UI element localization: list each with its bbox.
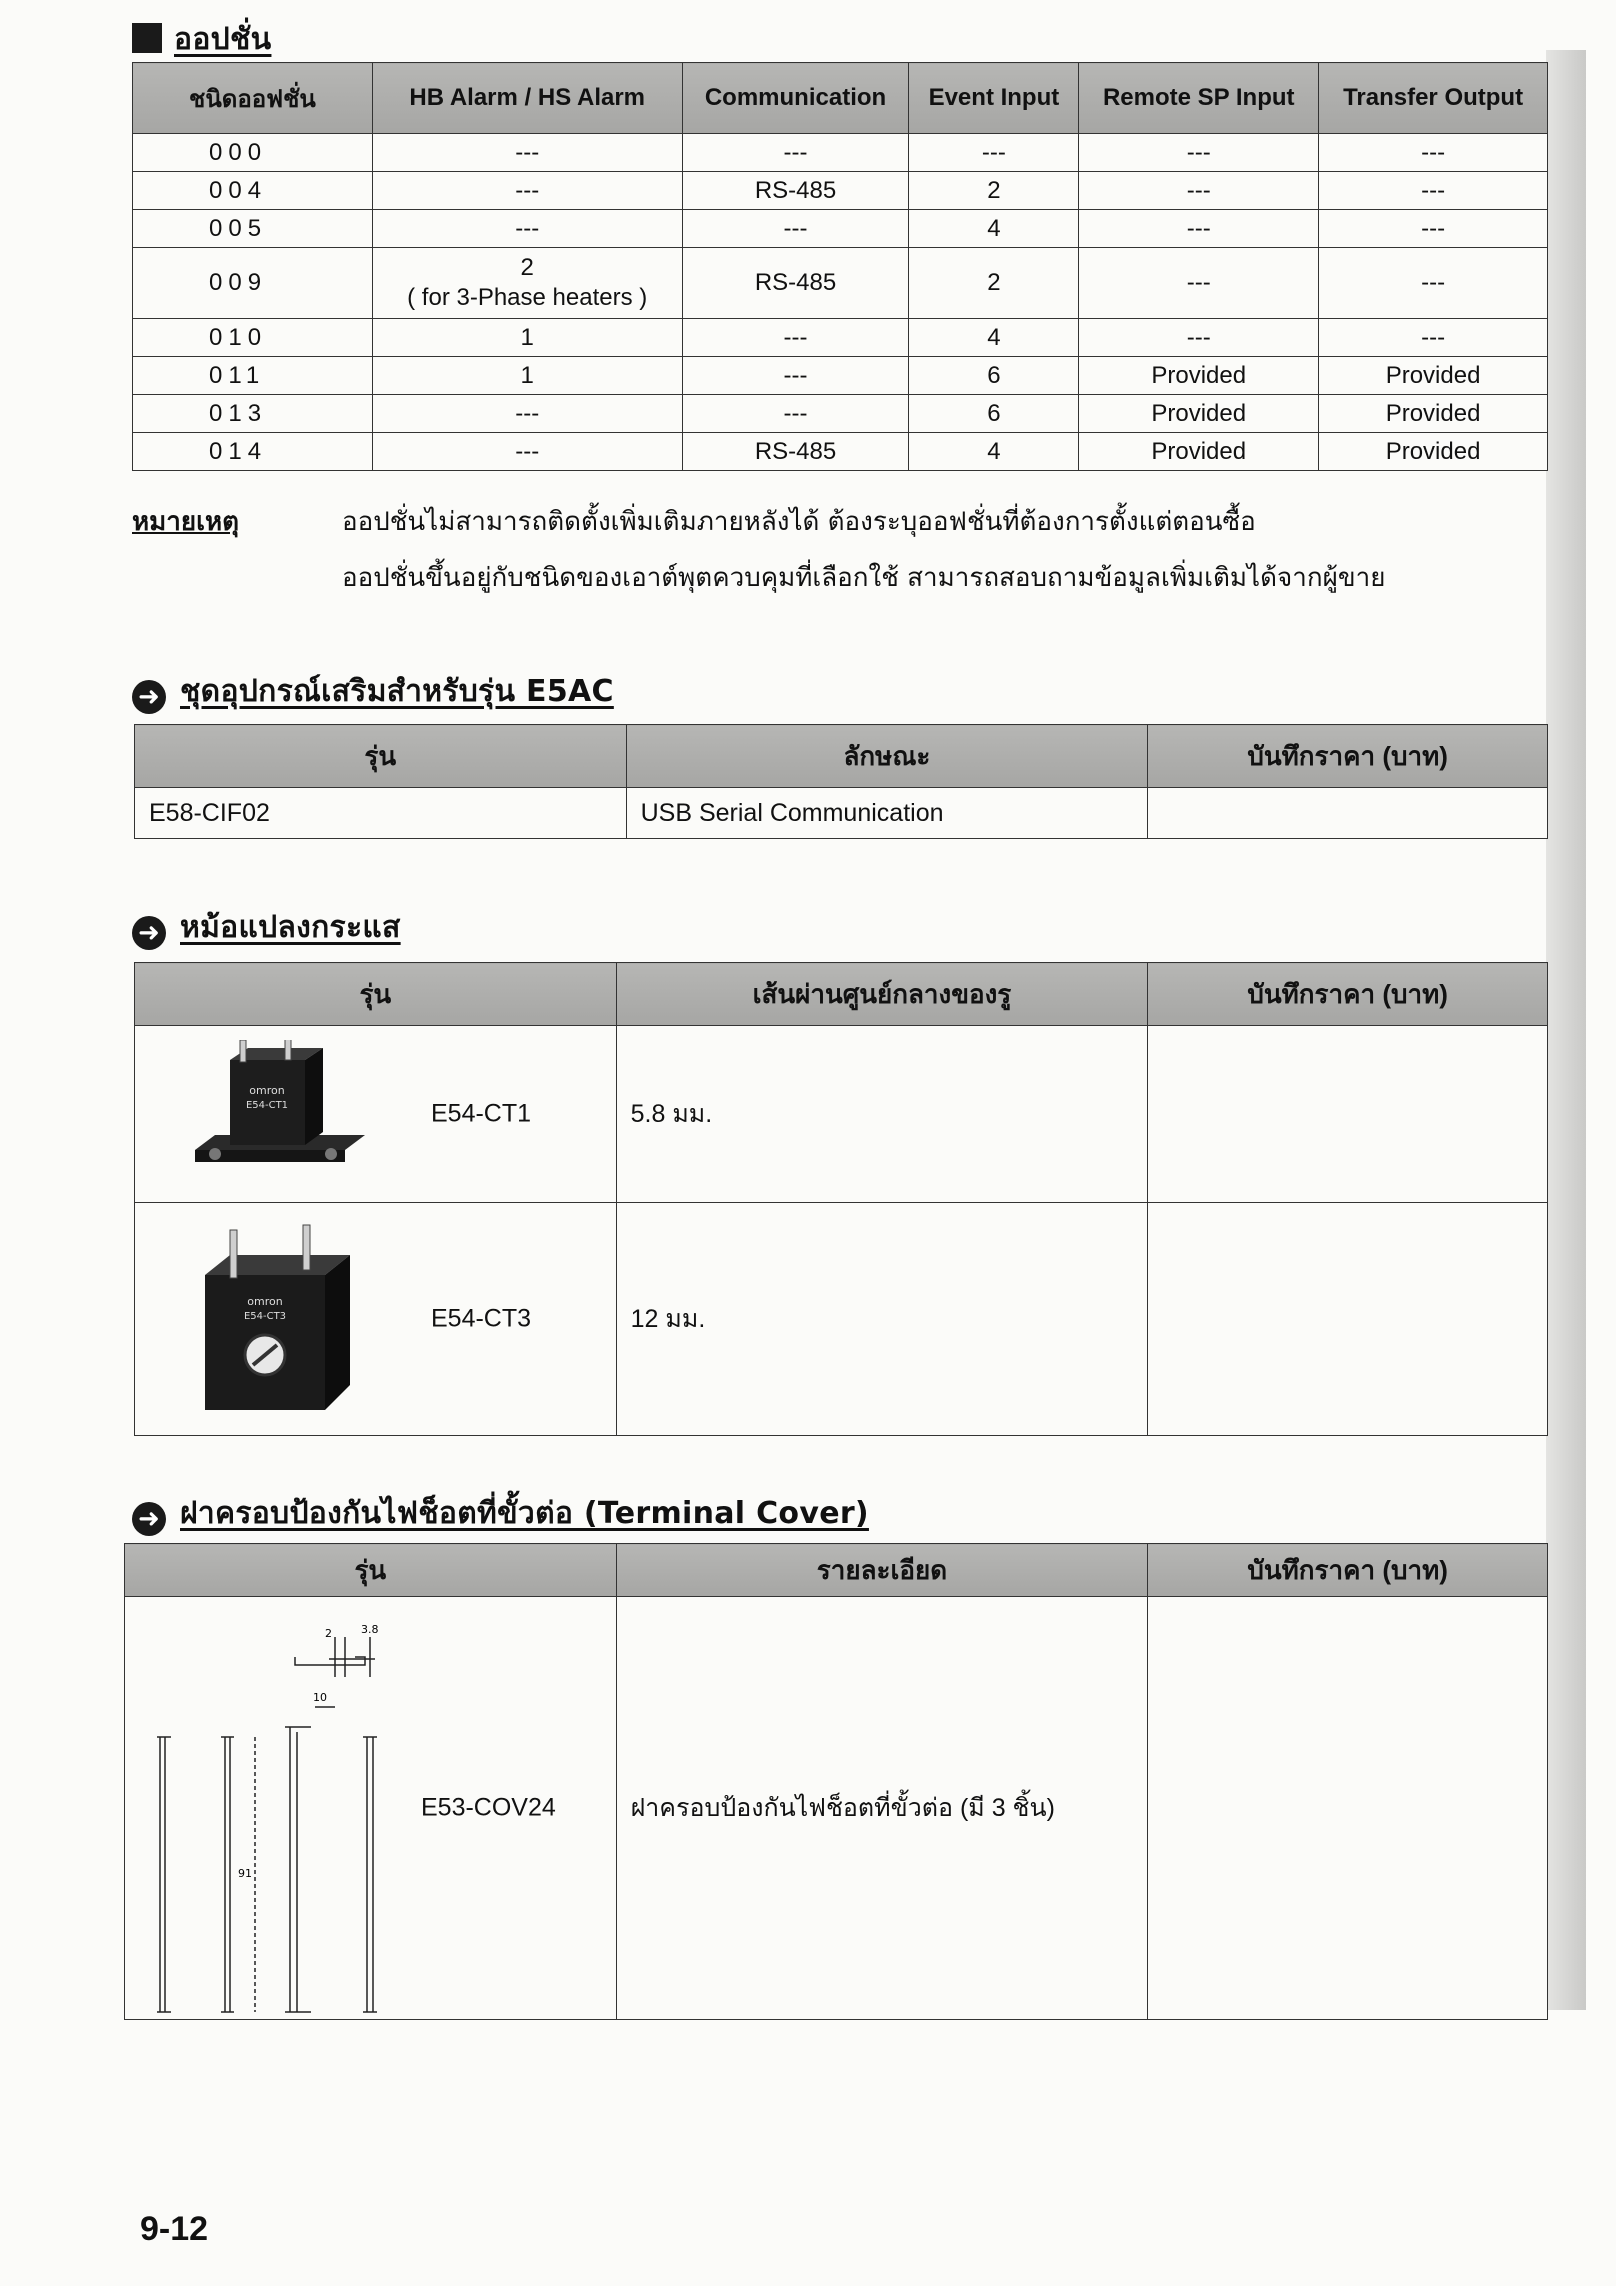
table-row [133,319,1548,357]
ct1-diameter: 5.8 มม. [616,1026,1148,1203]
event-input-value: 6 [909,357,1079,395]
hb-alarm-value: --- [372,395,682,433]
transfer-output-value: Provided [1319,395,1548,433]
page-number: 9-12 [140,2210,209,2248]
scan-page-edge [1546,50,1586,2010]
remote-sp-value: Provided [1079,357,1319,395]
table-row [135,1203,1548,1436]
accessory-price [1148,788,1548,839]
remote-sp-value: Provided [1079,433,1319,471]
ct3-label-model: E54-CT3 [243,1311,287,1322]
event-input-value: 6 [909,395,1079,433]
accessory-title: ➜ ชุดอุปกรณ์เสริมสำหรับรุ่น E5AC [132,668,614,715]
hb-alarm-note: ( for 3-Phase heaters ) [407,284,648,311]
header-price: บันทึกราคา (บาท) [1148,1544,1548,1597]
option-code: 011 [133,357,373,395]
communication-value: RS-485 [682,433,909,471]
header-option-type: ชนิดออฟชั่น [133,63,373,134]
option-code: 005 [133,210,373,248]
header-diameter: เส้นผ่านศูนย์กลางของรู [616,963,1148,1026]
arrow-bullet-icon: ➜ [132,916,166,950]
communication-value: --- [682,210,909,248]
hb-alarm-value: --- [372,433,682,471]
header-description: ลักษณะ [626,725,1148,788]
header-price: บันทึกราคา (บาท) [1148,725,1548,788]
communication-value: RS-485 [682,248,909,319]
table-row [133,357,1548,395]
remote-sp-value: --- [1079,319,1319,357]
table-row [133,433,1548,471]
hb-alarm-value: 1 [372,319,682,357]
arrow-bullet-icon: ➜ [132,1502,166,1536]
ct1-product-image [185,1040,385,1190]
transfer-output-value: --- [1319,248,1548,319]
option-code: 014 [133,433,373,471]
terminal-cover-drawing [135,1617,415,2017]
event-input-value: 4 [909,433,1079,471]
cover-model: E53-COV24 [421,1793,556,1822]
table-row [133,210,1548,248]
arrow-bullet-icon: ➜ [132,680,166,714]
ct3-product-image [185,1215,385,1425]
hb-alarm-value: 1 [372,357,682,395]
ct3-label-brand: omron [247,1295,283,1308]
options-table [132,62,1548,471]
transfer-output-value: --- [1319,172,1548,210]
cover-desc: ฝาครอบป้องกันไฟช็อตที่ขั้วต่อ (มี 3 ชิ้น) [616,1597,1148,2020]
option-code: 013 [133,395,373,433]
communication-value: --- [682,319,909,357]
option-code: 009 [133,248,373,319]
hb-alarm-value: 2 [520,254,534,281]
communication-value: --- [682,395,909,433]
header-model: รุ่น [135,725,627,788]
accessory-model: E58-CIF02 [135,788,627,839]
ct3-price [1148,1203,1548,1436]
table-row [133,134,1548,172]
event-input-value: 4 [909,210,1079,248]
header-remote-sp: Remote SP Input [1079,63,1319,134]
ct-table [134,962,1548,1436]
cover-price [1148,1597,1548,2020]
event-input-value: 4 [909,319,1079,357]
ct1-price [1148,1026,1548,1203]
ct3-model: E54-CT3 [431,1304,532,1333]
cover-title: ➜ ฝาครอบป้องกันไฟช็อตที่ขั้วต่อ (Terminal Cover) [132,1490,869,1537]
ct-header-row [135,963,1548,1026]
accessory-desc: USB Serial Communication [626,788,1148,839]
table-row [133,248,1548,319]
hb-alarm-value: --- [372,210,682,248]
ct1-model: E54-CT1 [431,1099,532,1128]
ct3-model-cell [135,1203,617,1436]
option-code: 004 [133,172,373,210]
header-communication: Communication [682,63,909,134]
note-line-2: ออปชั่นขึ้นอยู่กับชนิดของเอาต์พุตควบคุมที่เลือกใช้ สามารถสอบถามข้อมูลเพิ่มเติมได้จากผู้ขาย [342,563,1386,593]
transfer-output-value: --- [1319,319,1548,357]
table-row [125,1597,1548,2020]
header-event-input: Event Input [909,63,1079,134]
hb-alarm-value: --- [372,172,682,210]
event-input-value: 2 [909,248,1079,319]
header-model: รุ่น [125,1544,617,1597]
remote-sp-value: Provided [1079,395,1319,433]
table-row [133,172,1548,210]
table-row [135,788,1548,839]
hb-alarm-cell [372,248,682,319]
options-header-row [133,63,1548,134]
communication-value: RS-485 [682,172,909,210]
header-price: บันทึกราคา (บาท) [1148,963,1548,1026]
dim-2: 2 [325,1627,332,1640]
dim-3-8: 3.8 [361,1623,379,1636]
table-row [133,395,1548,433]
ct-title: ➜ หม้อแปลงกระแส [132,904,401,951]
dim-10: 10 [313,1691,327,1704]
ct1-model-cell [135,1026,617,1203]
options-title: ออปชั่น [132,16,271,63]
header-detail: รายละเอียด [616,1544,1148,1597]
dim-91: 91 [238,1867,252,1880]
header-model: รุ่น [135,963,617,1026]
ct3-diameter: 12 มม. [616,1203,1148,1436]
accessory-header-row [135,725,1548,788]
note-line-1: ออปชั่นไม่สามารถติดตั้งเพิ่มเติมภายหลังได้ ต้องระบุออฟชั่นที่ต้องการตั้งแต่ตอนซื้อ [342,507,1256,537]
remote-sp-value: --- [1079,210,1319,248]
communication-value: --- [682,357,909,395]
transfer-output-value: --- [1319,210,1548,248]
header-hb-alarm: HB Alarm / HS Alarm [372,63,682,134]
accessory-table [134,724,1548,839]
transfer-output-value: Provided [1319,433,1548,471]
option-code: 010 [133,319,373,357]
transfer-output-value: --- [1319,134,1548,172]
cover-table [124,1543,1548,2020]
hb-alarm-value: --- [372,134,682,172]
remote-sp-value: --- [1079,248,1319,319]
cover-header-row [125,1544,1548,1597]
option-code: 000 [133,134,373,172]
event-input-value: --- [909,134,1079,172]
event-input-value: 2 [909,172,1079,210]
ct1-label-model: E54-CT1 [245,1100,289,1111]
ct1-label-brand: omron [249,1084,285,1097]
remote-sp-value: --- [1079,172,1319,210]
square-bullet-icon [132,23,162,53]
cover-model-cell [125,1597,617,2020]
communication-value: --- [682,134,909,172]
header-transfer-output: Transfer Output [1319,63,1548,134]
remote-sp-value: --- [1079,134,1319,172]
transfer-output-value: Provided [1319,357,1548,395]
note-label: หมายเหตุ [132,507,240,537]
table-row [135,1026,1548,1203]
